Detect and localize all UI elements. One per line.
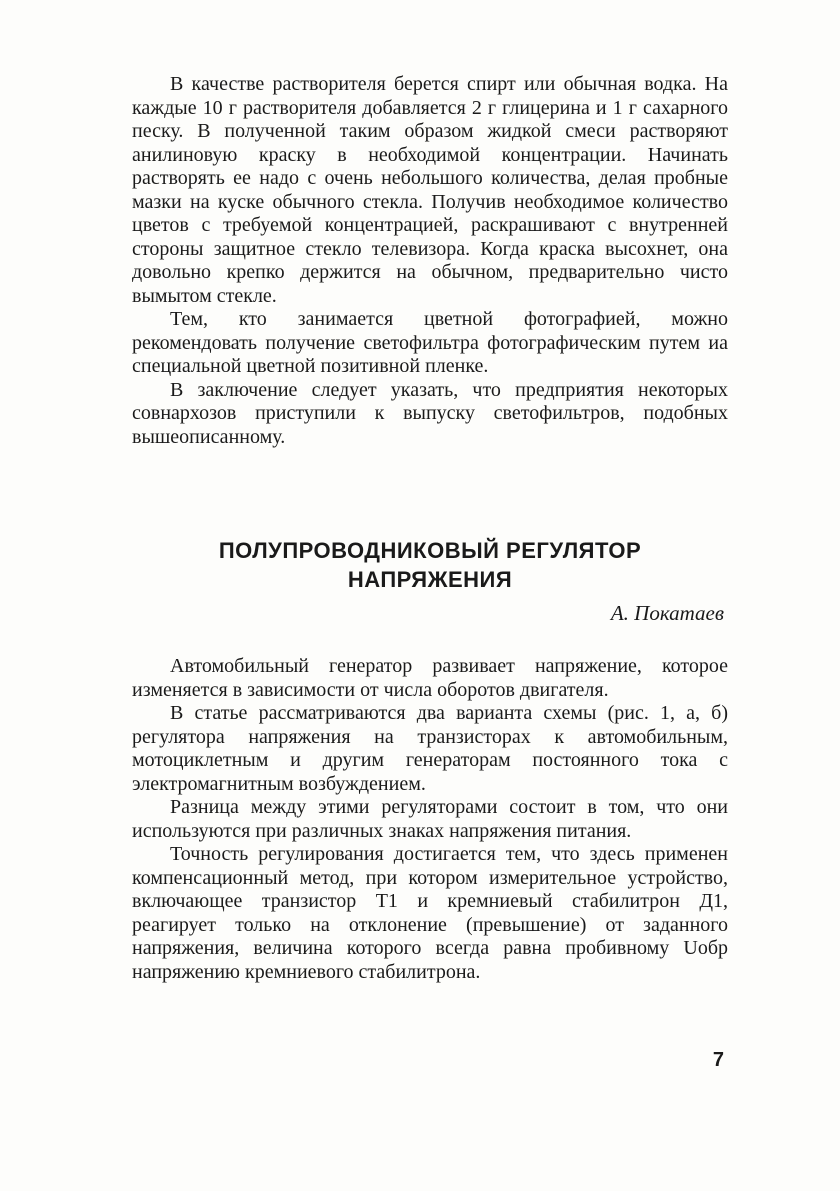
article-title-line-1: ПОЛУПРОВОДНИКОВЫЙ РЕГУЛЯТОР xyxy=(218,538,642,563)
previous-article-ending xyxy=(132,73,728,449)
paragraph: В качестве растворителя берется спирт или обычная водка. На каждые 10 г растворителя добавляется 2 г глицерина и 1 г сахарного песку. В полученной таким образом жидкой смеси растворяют анилиновую краску в необходимой концентрации. Начинать растворять ее надо с очень небольшого количества, делая пробные мазки на куске обычного стекла. Получив необходимое количество цветов с требуемой концентрацией, раскрашивают с внутренней стороны защитное стекло телевизора. Когда краска высохнет, она довольно крепко держится на обычном, предварительно чисто вымытом стекле. xyxy=(132,73,728,307)
article-title-line-2: НАПРЯЖЕНИЯ xyxy=(347,567,513,592)
paragraph: Разница между этими регуляторами состоит в том, что они используются при различных знаках напряжения питания. xyxy=(132,796,728,842)
paragraph: Точность регулирования достигается тем, что здесь применен компенсационный метод, при котором измерительное устройство, включающее транзистор Т1 и кремниевый стабилитрон Д1, реагирует только на отклонение (превышение) от заданного напряжения, величина которого всегда равна пробивному Uобр напряжению кремниевого стабилитрона. xyxy=(132,843,728,983)
paragraph: В заключение следует указать, что предприятия некоторых совнархозов приступили к выпуску светофильтров, подобных вышеописанному. xyxy=(132,378,728,448)
article-body xyxy=(132,655,728,984)
page-number: 7 xyxy=(712,1049,724,1071)
paragraph: Тем, кто занимается цветной фотографией, можно рекомендовать получение светофильтра фотографическим путем иа специальной цветной позитивной пленке. xyxy=(132,308,728,377)
article-title xyxy=(132,536,728,594)
paragraph: Автомобильный генератор развивает напряжение, которое изменяется в зависимости от числа оборотов двигателя. xyxy=(132,655,728,701)
article-author: А. Покатаев xyxy=(610,601,724,625)
paragraph: В статье рассматриваются два варианта схемы (рис. 1, а, б) регулятора напряжения на транзисторах к автомобильным, мотоциклетным и другим генераторам постоянного тока с электромагнитным возбуждением. xyxy=(132,702,728,795)
